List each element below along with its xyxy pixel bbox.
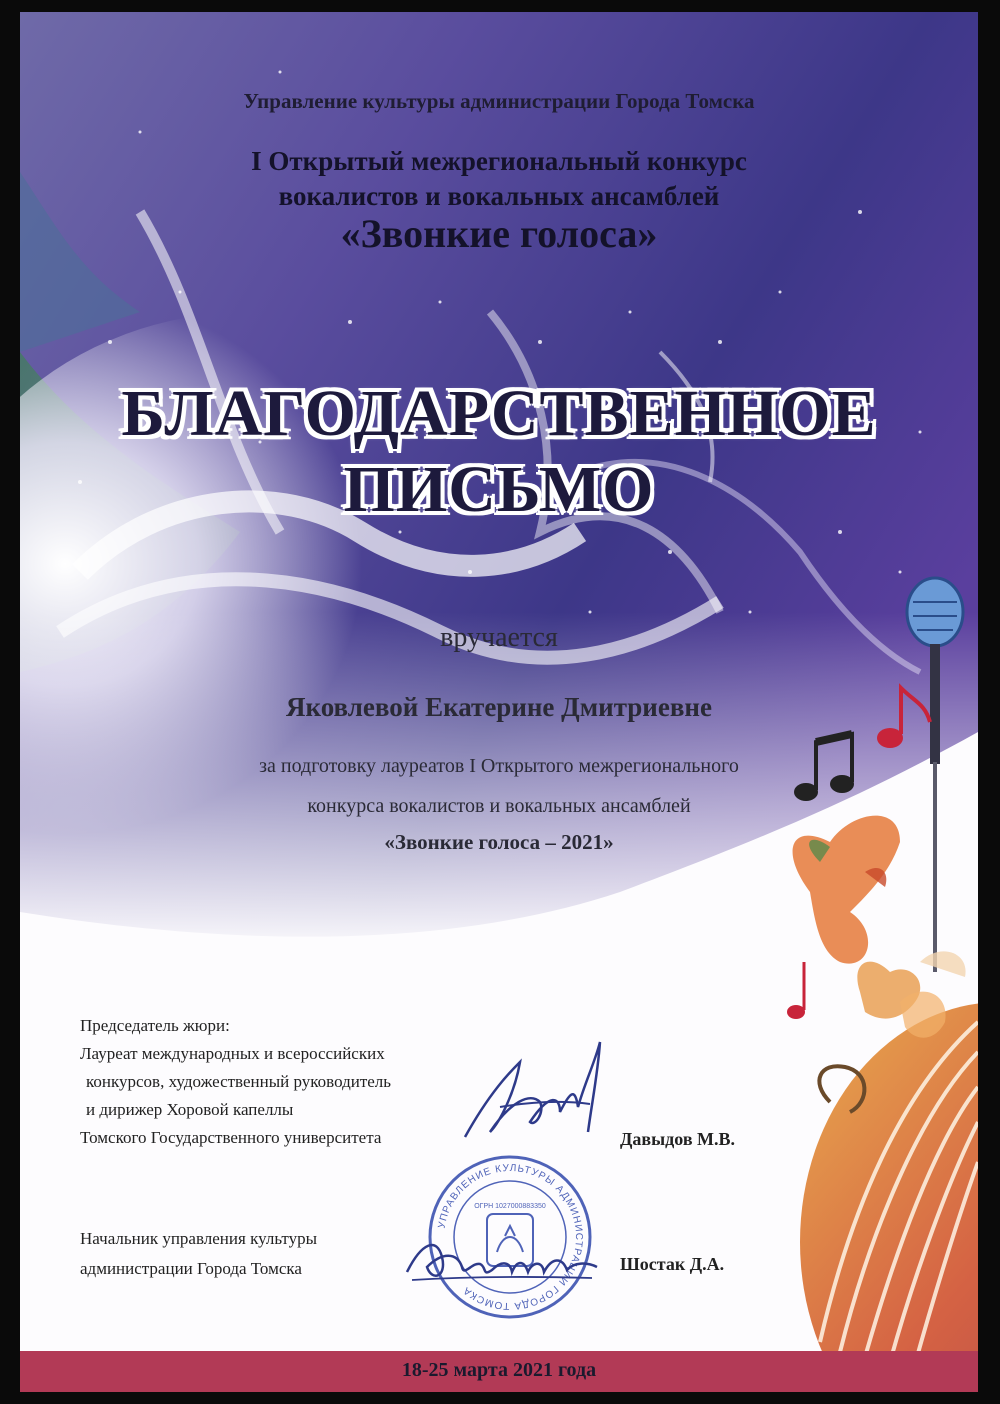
seal-text: УПРАВЛЕНИЕ КУЛЬТУРЫ АДМИНИСТРАЦИИ ГОРОДА ТОМСКА: [436, 1162, 585, 1312]
jury-chair-line2: конкурсов, художественный руководитель: [86, 1072, 392, 1091]
awarded-label: вручается: [440, 622, 558, 653]
jury-chair-line4: Томского Государственного университета: [80, 1128, 382, 1147]
jury-chair-signature: [460, 1032, 620, 1152]
jury-chair-name: Давыдов М.В.: [620, 1129, 736, 1149]
contest-title-line1: I Открытый межрегиональный конкурс: [251, 146, 747, 176]
contest-name: «Звонкие голоса»: [340, 211, 658, 256]
culture-head-line1: Начальник управления культуры: [80, 1229, 318, 1248]
culture-head-signature: [402, 1222, 602, 1292]
guitar-body-icon: [800, 1002, 978, 1392]
recipient-name: Яковлевой Екатерине Дмитриевне: [286, 692, 712, 722]
organizer: Управление культуры администрации Города Томска: [243, 89, 755, 113]
jury-chair-line1: Лауреат международных и всероссийских: [80, 1044, 385, 1063]
document-title-line2: ПИСЬМО: [343, 453, 655, 526]
certificate-sheet: [20, 12, 978, 1392]
culture-head-block: [80, 1224, 317, 1284]
award-reason-event: «Звонкие голоса – 2021»: [384, 830, 614, 854]
seal-ogrn: ОГРН 1027000883350: [474, 1203, 546, 1210]
jury-chair-line3: и дирижер Хоровой капеллы: [86, 1100, 294, 1119]
event-dates: 18-25 марта 2021 года: [401, 1359, 597, 1381]
culture-head-name: Шостак Д.А.: [620, 1254, 725, 1274]
culture-head-line2: администрации Города Томска: [80, 1259, 302, 1278]
award-reason: [20, 746, 978, 826]
contest-title-line2: вокалистов и вокальных ансамблей: [278, 181, 720, 211]
document-title-line1: БЛАГОДАРСТВЕННОЕ: [121, 377, 877, 450]
award-reason-line1: за подготовку лауреатов I Открытого межрегионального: [259, 755, 739, 777]
award-reason-line2: конкурса вокалистов и вокальных ансамблей: [307, 795, 691, 817]
jury-chair-block: [80, 1012, 480, 1152]
contest-title: [20, 144, 978, 214]
jury-chair-title: Председатель жюри:: [80, 1016, 230, 1035]
